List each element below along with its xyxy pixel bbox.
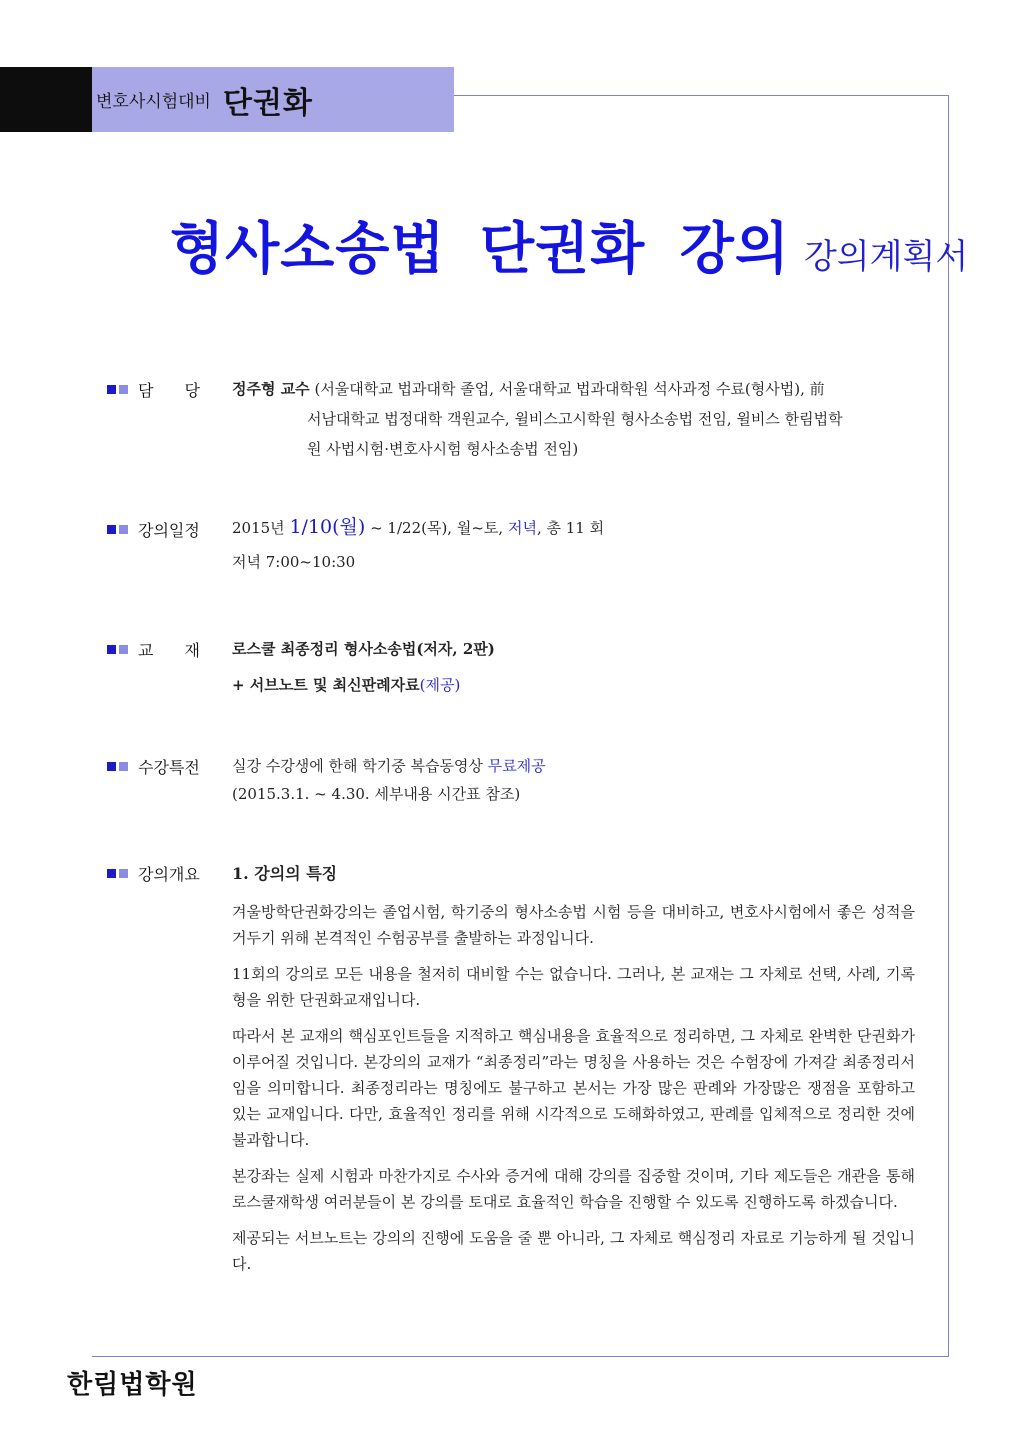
instructor-name: 정주형 교수	[232, 380, 310, 398]
frame-bottom-border	[92, 1356, 949, 1357]
instructor-bio-line1: (서울대학교 법과대학 졸업, 서울대학교 법과대학원 석사과정 수료(형사법), 前	[314, 380, 825, 398]
benefit-line2: (2015.3.1. ~ 4.30. 세부내용 시간표 참조)	[232, 785, 521, 803]
textbook-extra-note: (제공)	[419, 676, 461, 694]
header-bar	[92, 67, 454, 132]
schedule-range: ~ 1/22(목), 월~토,	[370, 519, 504, 537]
benefit-text	[232, 753, 912, 807]
textbook-title: 로스쿨 최종정리 형사소송법(저자, 2판)	[232, 640, 495, 658]
overview-paragraph: 따라서 본 교재의 핵심포인트들을 지적하고 핵심내용을 효율적으로 정리하면, 그 자체로 완벽한 단권화가 이루어질 것입니다. 본강의의 교재가 “최종정리”라는 명칭을 사용하는 것은 수험장에 가져갈 최종정리서임을 의미합니다. 최종정리라는 명칭에도 불구하고 본서는 가장 많은 판례와 가장많은 쟁점을 포함하고 있는 교재입니다. 다만, 효율적인 정리를 위해 시각적으로 도해화하였고, 판례를 입체적으로 정리한 것에 불과합니다.	[232, 1027, 915, 1149]
schedule-year: 2015년	[232, 519, 285, 537]
section-label	[107, 378, 200, 401]
overview-text	[232, 861, 915, 1287]
textbook-text	[232, 636, 912, 698]
schedule-count: , 총 11 회	[536, 519, 605, 537]
instructor-bio-line3: 원 사법시험·변호사시험 형사소송법 전임)	[307, 440, 579, 458]
section-label	[107, 755, 200, 778]
overview-paragraph: 겨울방학단권화강의는 졸업시험, 학기중의 형사소송법 시험 등을 대비하고, 변호사시험에서 좋은 성적을 거두기 위해 본격적인 수험공부를 출발하는 과정입니다.	[232, 903, 915, 947]
header-black-tab	[0, 67, 92, 132]
label-char: 교	[138, 641, 154, 660]
footer-logo: 한림법학원	[67, 1370, 198, 1400]
schedule-evening: 저녁	[507, 519, 537, 537]
header-subtitle: 변호사시험대비	[96, 92, 211, 112]
header-title: 단권화	[222, 85, 313, 121]
section-label-text: 강의일정	[138, 521, 200, 540]
page-title-main: 형사소송법 단권화 강의	[170, 217, 790, 282]
section-label	[107, 518, 200, 541]
section-label-text: 강의개요	[138, 865, 200, 884]
square-bullet-icon	[107, 645, 116, 654]
label-char: 당	[184, 381, 200, 400]
label-char: 담	[138, 381, 154, 400]
textbook-extra: + 서브노트 및 최신판례자료	[232, 676, 420, 694]
section-label	[107, 638, 200, 661]
square-bullet-icon	[107, 869, 116, 878]
section-label-text: 수강특전	[138, 758, 200, 777]
square-bullet-icon	[107, 525, 116, 534]
overview-paragraph: 본강좌는 실제 시험과 마찬가지로 수사와 증거에 대해 강의를 집중할 것이며, 기타 제도들은 개관을 통해 로스쿨재학생 여러분들이 본 강의를 토대로 효율적인 학습을 진행할 수 있도록 진행하도록 하겠습니다.	[232, 1167, 915, 1211]
page-title	[170, 205, 968, 285]
section-label	[107, 862, 200, 885]
overview-heading: 1. 강의의 특징	[232, 864, 338, 883]
square-bullet-icon	[119, 762, 128, 771]
frame-top-border	[454, 95, 949, 96]
benefit-free: 무료제공	[487, 757, 546, 775]
overview-paragraph: 11회의 강의로 모든 내용을 철저히 대비할 수는 없습니다. 그러나, 본 교재는 그 자체로 선택, 사례, 기록형을 위한 단권화교재입니다.	[232, 965, 915, 1009]
schedule-start-date: 1/10(월)	[289, 516, 366, 538]
square-bullet-icon	[107, 385, 116, 394]
label-char: 재	[184, 641, 200, 660]
square-bullet-icon	[119, 525, 128, 534]
page-title-sub: 강의계획서	[803, 237, 969, 277]
square-bullet-icon	[119, 645, 128, 654]
square-bullet-icon	[119, 385, 128, 394]
instructor-bio-line2: 서남대학교 법정대학 객원교수, 윌비스고시학원 형사소송법 전임, 윌비스 한림법학	[307, 410, 843, 428]
square-bullet-icon	[119, 869, 128, 878]
square-bullet-icon	[107, 762, 116, 771]
schedule-text	[232, 514, 912, 575]
schedule-time: 저녁 7:00~10:30	[232, 553, 356, 571]
instructor-text	[232, 376, 912, 462]
overview-paragraph: 제공되는 서브노트는 강의의 진행에 도움을 줄 뿐 아니라, 그 자체로 핵심정리 자료로 기능하게 될 것입니다.	[232, 1229, 915, 1273]
benefit-line1: 실강 수강생에 한해 학기중 복습동영상	[232, 757, 483, 775]
